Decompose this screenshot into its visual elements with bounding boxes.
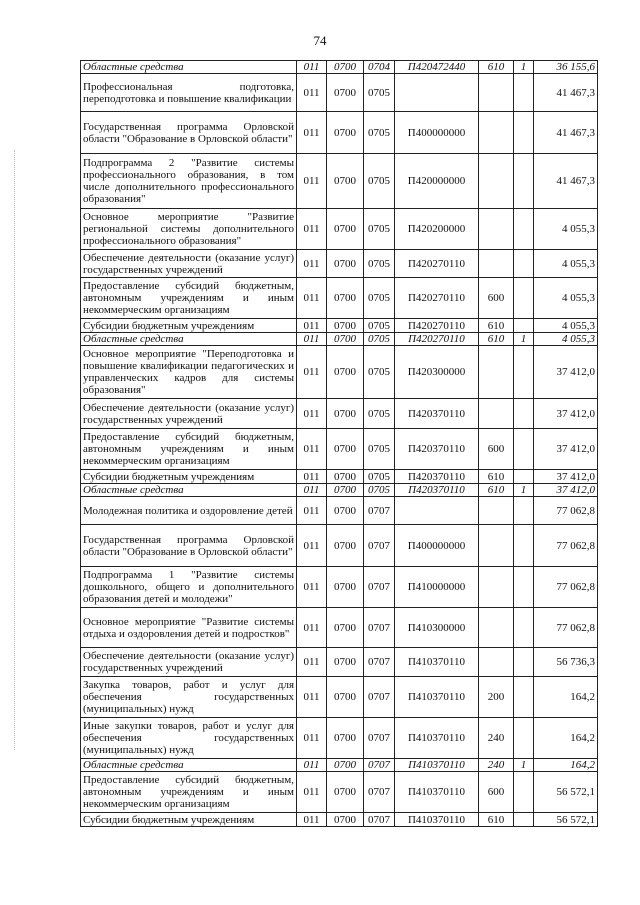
row-expense-type-cell [479,497,514,525]
row-amount-cell: 77 062,8 [534,497,598,525]
row-section-cell: 0700 [327,154,364,209]
row-subsection-cell: 0705 [364,429,395,470]
row-target-article-cell: П420370110 [395,429,479,470]
row-amount-cell: 41 467,3 [534,154,598,209]
row-subsection-cell: 0705 [364,346,395,399]
row-admin-code-cell: 011 [297,772,327,813]
row-subsection-cell: 0707 [364,813,395,827]
row-admin-code-cell: 011 [297,278,327,319]
row-admin-code-cell: 011 [297,399,327,429]
row-admin-code-cell: 011 [297,112,327,154]
row-section-cell: 0700 [327,319,364,333]
row-funding-source-cell [514,74,534,112]
row-expense-type-cell [479,608,514,648]
row-section-cell: 0700 [327,677,364,718]
row-funding-source-cell [514,112,534,154]
table-row [81,813,598,827]
row-admin-code-cell: 011 [297,429,327,470]
row-subsection-cell: 0707 [364,608,395,648]
row-target-article-cell: П420370110 [395,399,479,429]
row-section-cell: 0700 [327,429,364,470]
row-name-cell: Областные средства [81,759,297,772]
row-amount-cell: 4 055,3 [534,319,598,333]
row-amount-cell: 56 736,3 [534,648,598,677]
row-target-article-cell: П410370110 [395,813,479,827]
row-name-cell: Государственная программа Орловской области "Образование в Орловской области" [81,525,297,567]
row-subsection-cell: 0707 [364,772,395,813]
row-target-article-cell: П410370110 [395,759,479,772]
row-name-cell: Субсидии бюджетным учреждениям [81,813,297,827]
row-target-article-cell [395,74,479,112]
row-amount-cell: 37 412,0 [534,484,598,497]
row-section-cell: 0700 [327,567,364,608]
row-subsection-cell: 0705 [364,484,395,497]
row-section-cell: 0700 [327,278,364,319]
row-funding-source-cell: 1 [514,333,534,346]
row-expense-type-cell: 610 [479,813,514,827]
row-funding-source-cell [514,677,534,718]
row-admin-code-cell: 011 [297,718,327,759]
table-row [81,319,598,333]
table-body [81,61,598,827]
table-row [81,497,598,525]
row-funding-source-cell [514,209,534,250]
row-name-cell: Подпрограмма 2 "Развитие системы профессионального образования, в том числе дополнительного профессионального образования" [81,154,297,209]
row-subsection-cell: 0705 [364,470,395,484]
row-target-article-cell: П410370110 [395,718,479,759]
row-target-article-cell: П420370110 [395,484,479,497]
row-admin-code-cell: 011 [297,567,327,608]
table-row [81,250,598,278]
row-admin-code-cell: 011 [297,209,327,250]
row-funding-source-cell [514,497,534,525]
row-funding-source-cell [514,772,534,813]
row-funding-source-cell [514,399,534,429]
row-section-cell: 0700 [327,112,364,154]
row-name-cell: Предоставление субсидий бюджетным, автономным учреждениям и иным некоммерческим организациям [81,429,297,470]
row-name-cell: Иные закупки товаров, работ и услуг для обеспечения государственных (муниципальных) нужд [81,718,297,759]
row-funding-source-cell [514,429,534,470]
row-name-cell: Основное мероприятие "Переподготовка и повышение квалификации педагогических и управленческих кадров для системы образования" [81,346,297,399]
row-admin-code-cell: 011 [297,759,327,772]
row-target-article-cell: П400000000 [395,112,479,154]
row-expense-type-cell: 600 [479,429,514,470]
row-section-cell: 0700 [327,772,364,813]
row-subsection-cell: 0705 [364,319,395,333]
row-section-cell: 0700 [327,759,364,772]
row-expense-type-cell [479,567,514,608]
row-target-article-cell: П420200000 [395,209,479,250]
row-name-cell: Субсидии бюджетным учреждениям [81,319,297,333]
row-amount-cell: 164,2 [534,677,598,718]
row-admin-code-cell: 011 [297,484,327,497]
row-funding-source-cell: 1 [514,484,534,497]
row-subsection-cell: 0707 [364,525,395,567]
row-funding-source-cell [514,346,534,399]
row-target-article-cell: П420270110 [395,278,479,319]
row-expense-type-cell [479,209,514,250]
row-subsection-cell: 0707 [364,759,395,772]
row-target-article-cell: П420472440 [395,61,479,74]
row-funding-source-cell [514,525,534,567]
row-admin-code-cell: 011 [297,608,327,648]
row-admin-code-cell: 011 [297,61,327,74]
table-row [81,154,598,209]
row-name-cell: Обеспечение деятельности (оказание услуг) государственных учреждений [81,648,297,677]
table-row [81,608,598,648]
row-name-cell: Государственная программа Орловской области "Образование в Орловской области" [81,112,297,154]
row-funding-source-cell [514,567,534,608]
row-admin-code-cell: 011 [297,250,327,278]
row-admin-code-cell: 011 [297,346,327,399]
row-target-article-cell: П400000000 [395,525,479,567]
row-expense-type-cell [479,250,514,278]
row-admin-code-cell: 011 [297,470,327,484]
row-expense-type-cell [479,346,514,399]
row-admin-code-cell: 011 [297,319,327,333]
row-section-cell: 0700 [327,346,364,399]
table-row [81,74,598,112]
row-admin-code-cell: 011 [297,813,327,827]
row-name-cell: Основное мероприятие "Развитие региональной системы дополнительного профессионального образования" [81,209,297,250]
row-section-cell: 0700 [327,209,364,250]
page-number: 74 [313,33,327,48]
row-subsection-cell: 0707 [364,718,395,759]
table-row [81,648,598,677]
row-amount-cell: 77 062,8 [534,608,598,648]
row-subsection-cell: 0705 [364,399,395,429]
margin-dotted-line [14,150,17,750]
row-name-cell: Основное мероприятие "Развитие системы отдыха и оздоровления детей и подростков" [81,608,297,648]
row-admin-code-cell: 011 [297,497,327,525]
row-funding-source-cell [514,278,534,319]
row-funding-source-cell [514,319,534,333]
row-expense-type-cell [479,112,514,154]
row-admin-code-cell: 011 [297,333,327,346]
table-row [81,772,598,813]
row-admin-code-cell: 011 [297,648,327,677]
row-expense-type-cell: 610 [479,333,514,346]
row-expense-type-cell: 600 [479,772,514,813]
table-row [81,399,598,429]
row-subsection-cell: 0705 [364,250,395,278]
row-funding-source-cell [514,608,534,648]
table-row [81,677,598,718]
row-amount-cell: 37 412,0 [534,429,598,470]
row-subsection-cell: 0704 [364,61,395,74]
row-expense-type-cell: 200 [479,677,514,718]
row-funding-source-cell: 1 [514,759,534,772]
row-target-article-cell: П420270110 [395,250,479,278]
row-name-cell: Предоставление субсидий бюджетным, автономным учреждениям и иным некоммерческим организациям [81,278,297,319]
row-amount-cell: 37 412,0 [534,346,598,399]
row-admin-code-cell: 011 [297,154,327,209]
row-expense-type-cell: 610 [479,319,514,333]
row-section-cell: 0700 [327,813,364,827]
row-target-article-cell: П420300000 [395,346,479,399]
row-section-cell: 0700 [327,648,364,677]
row-expense-type-cell: 240 [479,718,514,759]
row-funding-source-cell [514,718,534,759]
row-expense-type-cell: 610 [479,61,514,74]
row-name-cell: Предоставление субсидий бюджетным, автономным учреждениям и иным некоммерческим организациям [81,772,297,813]
row-target-article-cell: П420000000 [395,154,479,209]
row-target-article-cell: П410000000 [395,567,479,608]
row-section-cell: 0700 [327,525,364,567]
table-row [81,112,598,154]
row-subsection-cell: 0705 [364,333,395,346]
table-row [81,346,598,399]
row-subsection-cell: 0705 [364,209,395,250]
row-expense-type-cell [479,399,514,429]
row-funding-source-cell: 1 [514,61,534,74]
row-name-cell: Закупка товаров, работ и услуг для обеспечения государственных (муниципальных) нужд [81,677,297,718]
row-funding-source-cell [514,250,534,278]
row-expense-type-cell [479,154,514,209]
row-target-article-cell: П420370110 [395,470,479,484]
table-row [81,718,598,759]
row-expense-type-cell: 240 [479,759,514,772]
row-amount-cell: 164,2 [534,718,598,759]
table-row [81,470,598,484]
row-section-cell: 0700 [327,497,364,525]
table-row [81,278,598,319]
row-name-cell: Обеспечение деятельности (оказание услуг) государственных учреждений [81,250,297,278]
row-expense-type-cell: 610 [479,470,514,484]
row-expense-type-cell [479,525,514,567]
row-name-cell: Подпрограмма 1 "Развитие системы дошкольного, общего и дополнительного образования детей и молодежи" [81,567,297,608]
budget-table [80,60,598,827]
row-name-cell: Обеспечение деятельности (оказание услуг) государственных учреждений [81,399,297,429]
row-name-cell: Субсидии бюджетным учреждениям [81,470,297,484]
row-amount-cell: 77 062,8 [534,525,598,567]
row-target-article-cell: П410370110 [395,772,479,813]
row-funding-source-cell [514,154,534,209]
row-amount-cell: 77 062,8 [534,567,598,608]
row-amount-cell: 41 467,3 [534,74,598,112]
row-section-cell: 0700 [327,608,364,648]
row-section-cell: 0700 [327,250,364,278]
row-subsection-cell: 0707 [364,648,395,677]
table-row [81,429,598,470]
row-name-cell: Областные средства [81,61,297,74]
table-row [81,61,598,74]
row-subsection-cell: 0707 [364,567,395,608]
table-row [81,333,598,346]
row-target-article-cell [395,497,479,525]
row-target-article-cell: П420270110 [395,333,479,346]
table-row [81,209,598,250]
row-section-cell: 0700 [327,74,364,112]
row-amount-cell: 56 572,1 [534,813,598,827]
row-section-cell: 0700 [327,61,364,74]
row-subsection-cell: 0705 [364,154,395,209]
row-amount-cell: 37 412,0 [534,399,598,429]
row-target-article-cell: П410370110 [395,648,479,677]
row-amount-cell: 4 055,3 [534,209,598,250]
row-section-cell: 0700 [327,333,364,346]
row-section-cell: 0700 [327,718,364,759]
row-target-article-cell: П420270110 [395,319,479,333]
row-target-article-cell: П410370110 [395,677,479,718]
row-name-cell: Областные средства [81,484,297,497]
row-amount-cell: 41 467,3 [534,112,598,154]
row-expense-type-cell [479,74,514,112]
row-funding-source-cell [514,648,534,677]
row-name-cell: Областные средства [81,333,297,346]
row-subsection-cell: 0705 [364,74,395,112]
row-amount-cell: 36 155,6 [534,61,598,74]
row-funding-source-cell [514,813,534,827]
row-funding-source-cell [514,470,534,484]
row-amount-cell: 4 055,3 [534,333,598,346]
row-admin-code-cell: 011 [297,525,327,567]
row-amount-cell: 56 572,1 [534,772,598,813]
row-target-article-cell: П410300000 [395,608,479,648]
row-subsection-cell: 0705 [364,112,395,154]
table-row [81,525,598,567]
row-expense-type-cell [479,648,514,677]
row-expense-type-cell: 600 [479,278,514,319]
table-row [81,567,598,608]
row-amount-cell: 37 412,0 [534,470,598,484]
row-section-cell: 0700 [327,399,364,429]
row-name-cell: Молодежная политика и оздоровление детей [81,497,297,525]
row-subsection-cell: 0707 [364,497,395,525]
row-amount-cell: 164,2 [534,759,598,772]
table-row [81,484,598,497]
row-subsection-cell: 0705 [364,278,395,319]
table-row [81,759,598,772]
row-expense-type-cell: 610 [479,484,514,497]
row-section-cell: 0700 [327,470,364,484]
row-section-cell: 0700 [327,484,364,497]
row-admin-code-cell: 011 [297,74,327,112]
row-subsection-cell: 0707 [364,677,395,718]
row-amount-cell: 4 055,3 [534,250,598,278]
row-admin-code-cell: 011 [297,677,327,718]
row-amount-cell: 4 055,3 [534,278,598,319]
row-name-cell: Профессиональная подготовка, переподготовка и повышение квалификации [81,74,297,112]
